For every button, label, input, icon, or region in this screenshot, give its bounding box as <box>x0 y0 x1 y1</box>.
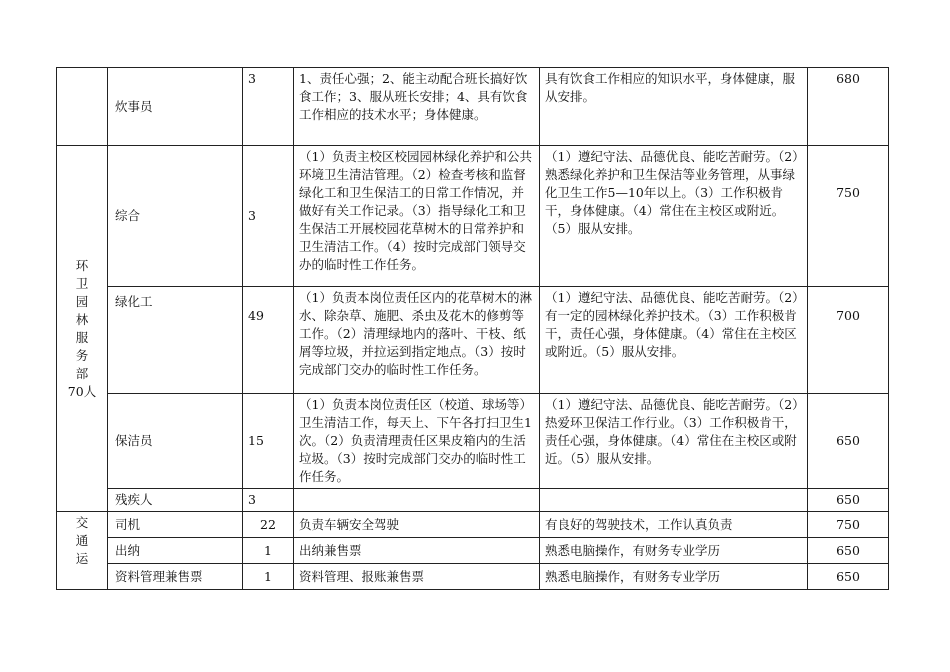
salary-cell: 650 <box>808 564 889 590</box>
salary-cell: 680 <box>808 68 889 146</box>
count-cell: 3 <box>243 146 294 287</box>
count-cell: 49 <box>243 287 294 394</box>
salary-cell: 750 <box>808 512 889 538</box>
position-cell: 残疾人 <box>108 489 243 512</box>
position-cell: 资料管理兼售票 <box>108 564 243 590</box>
position-cell: 综合 <box>108 146 243 287</box>
requirements-cell: （1）遵纪守法、品德优良、能吃苦耐劳。（2）有一定的园林绿化养护技术。（3）工作积极肯干，责任心强，身体健康。（4）常住在主校区或附近。（5）服从安排。 <box>540 287 808 394</box>
position-cell: 司机 <box>108 512 243 538</box>
position-cell: 保洁员 <box>108 394 243 489</box>
duties-cell: （1）负责主校区校园园林绿化养护和公共环境卫生清洁管理。（2）检查考核和监督绿化工和卫生保洁工的日常工作情况，并做好有关工作记录。（3）指导绿化工和卫生保洁工开展校园花草树木的日常养护和卫生清洁工作。（4）按时完成部门领导交办的临时性工作任务。 <box>294 146 540 287</box>
staffing-table <box>56 67 889 590</box>
duties-cell-empty <box>294 489 540 512</box>
department-cell-env <box>57 146 108 512</box>
count-cell: 22 <box>243 512 294 538</box>
table-row-general <box>57 146 889 287</box>
table-row-disabled <box>57 489 889 512</box>
requirements-cell: 熟悉电脑操作，有财务专业学历 <box>540 538 808 564</box>
count-cell: 15 <box>243 394 294 489</box>
salary-cell: 700 <box>808 287 889 394</box>
duties-cell: （1）负责本岗位责任区（校道、球场等）卫生清洁工作，每天上、下午各打扫卫生1次。（2）负责清理责任区果皮箱内的生活垃圾。（3）按时完成部门交办的临时性工作任务。 <box>294 394 540 489</box>
duties-cell: 资料管理、报账兼售票 <box>294 564 540 590</box>
dept-cell-blank <box>57 68 108 146</box>
requirements-cell: 熟悉电脑操作，有财务专业学历 <box>540 564 808 590</box>
requirements-cell: 有良好的驾驶技术，工作认真负责 <box>540 512 808 538</box>
position-cell: 出纳 <box>108 538 243 564</box>
count-cell: 1 <box>243 564 294 590</box>
table-row-records <box>57 564 889 590</box>
count-cell: 3 <box>243 489 294 512</box>
position-cell: 炊事员 <box>108 68 243 146</box>
department-cell-transport <box>57 512 108 590</box>
count-cell: 1 <box>243 538 294 564</box>
requirements-cell: 具有饮食工作相应的知识水平，身体健康，服从安排。 <box>540 68 808 146</box>
table-row-cleaner <box>57 394 889 489</box>
duties-cell: 出纳兼售票 <box>294 538 540 564</box>
salary-cell: 650 <box>808 489 889 512</box>
department-label: 交 通 运 <box>75 515 89 566</box>
requirements-cell-empty <box>540 489 808 512</box>
table-row-greening <box>57 287 889 394</box>
requirements-cell: （1）遵纪守法、品德优良、能吃苦耐劳。（2）热爱环卫保洁工作行业。（3）工作积极肯干，责任心强，身体健康。（4）常住在主校区或附近。（5）服从安排。 <box>540 394 808 489</box>
duties-cell: （1）负责本岗位责任区内的花草树木的淋水、除杂草、施肥、杀虫及花木的修剪等工作。（2）清理绿地内的落叶、干枝、纸屑等垃圾，并拉运到指定地点。（3）按时完成部门交办的临时性工作任务。 <box>294 287 540 394</box>
salary-cell: 750 <box>808 146 889 287</box>
department-label: 环 卫 园 林 服 务 部 70人 <box>67 257 97 399</box>
duties-cell: 1、责任心强；2、能主动配合班长搞好饮食工作；3、服从班长安排；4、具有饮食工作相应的技术水平；身体健康。 <box>294 68 540 146</box>
table-row-cashier <box>57 538 889 564</box>
table-row-cook <box>57 68 889 146</box>
table-row-driver <box>57 512 889 538</box>
salary-cell: 650 <box>808 394 889 489</box>
requirements-cell: （1）遵纪守法、品德优良、能吃苦耐劳。（2）熟悉绿化养护和卫生保洁等业务管理，从事绿化卫生工作5—10年以上。（3）工作积极肯干，身体健康。（4）常住在主校区或附近。（5）服从安排。 <box>540 146 808 287</box>
duties-cell: 负责车辆安全驾驶 <box>294 512 540 538</box>
position-cell: 绿化工 <box>108 287 243 394</box>
count-cell: 3 <box>243 68 294 146</box>
salary-cell: 650 <box>808 538 889 564</box>
